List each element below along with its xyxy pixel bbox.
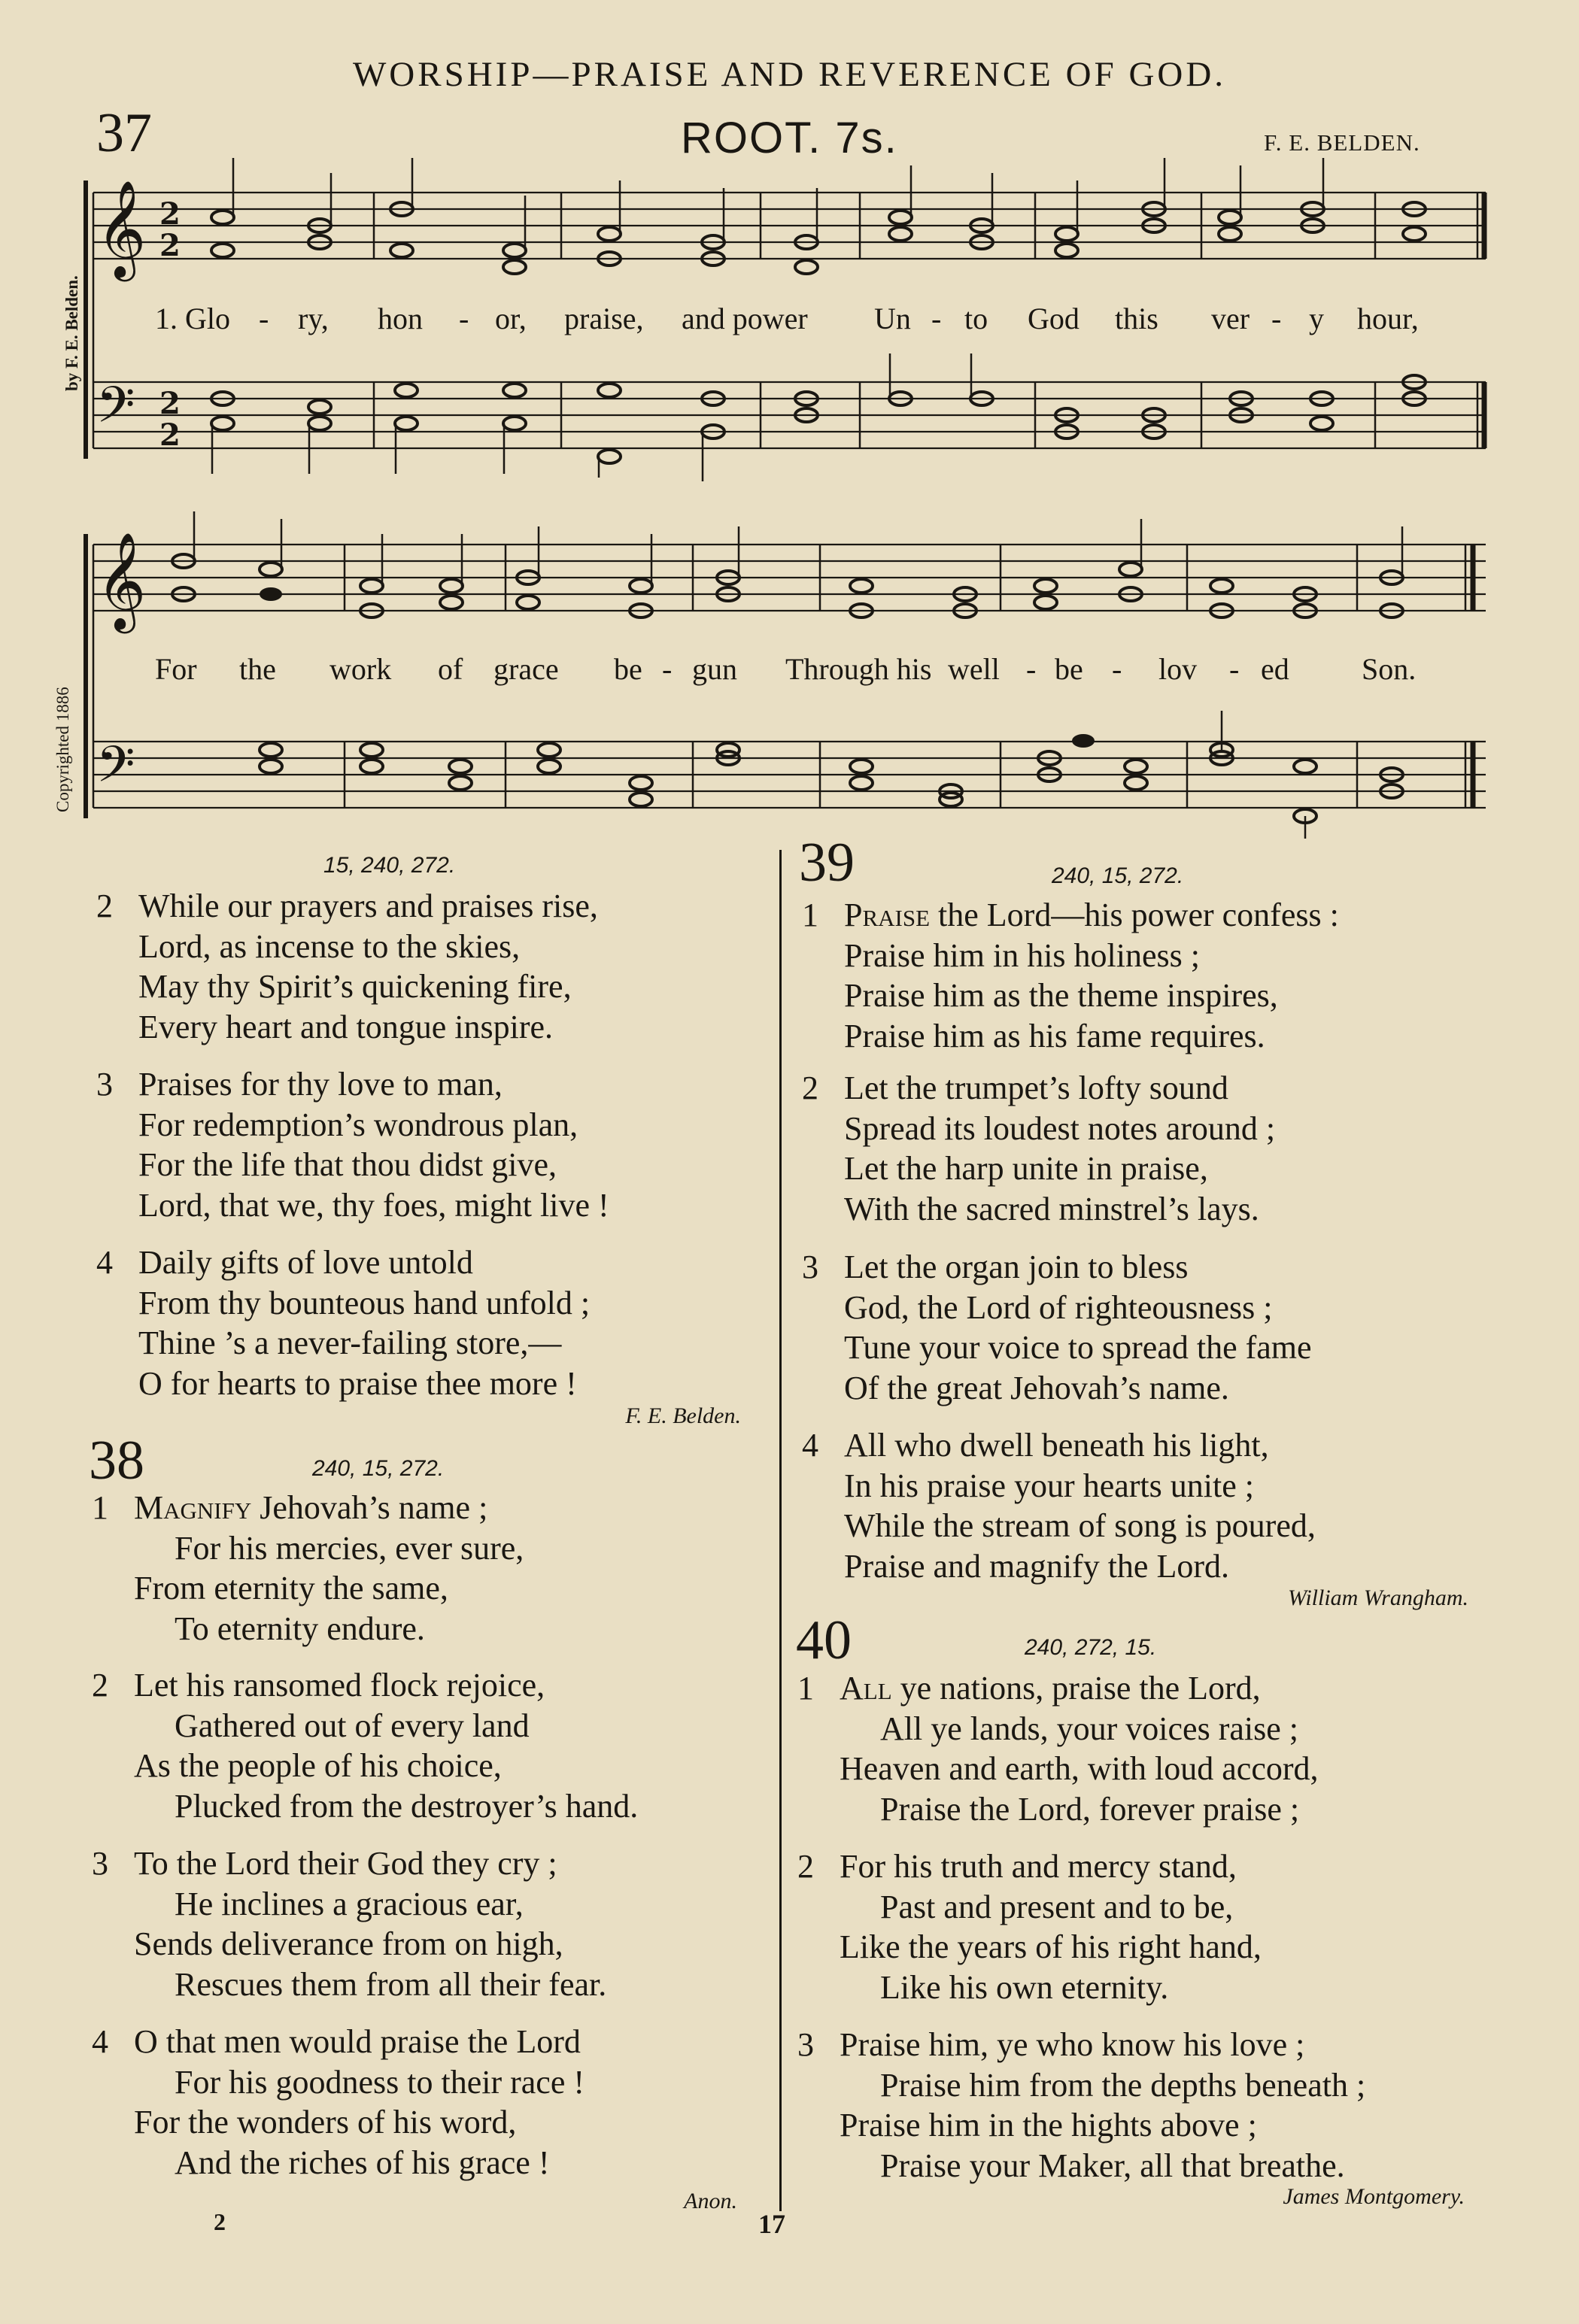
note-heads [172,202,1426,823]
hymn39-stanza-3: 3 Let the organ join to bless God, the Lord of righteousness ; Tune your voice to spread the fame Of the great Jehovah’s name. [802,1248,1312,1406]
bass-staff-1 [93,382,1486,448]
hymn39-tune-refs: 240, 15, 272. [1052,863,1184,888]
hymn38-stanza-2: 2 Let his ransomed flock rejoice, Gathered out of every land As the people of his choice, Plucked from the destroyer’s hand. [92,1667,639,1825]
hymn40-attribution: James Montgomery. [1283,2184,1465,2209]
side-credit: by F. E. Belden. [62,275,81,391]
hymn38-tune-refs: 240, 15, 272. [312,1456,445,1481]
hymn37-stanza-4: 4 Daily gifts of love untold From thy bounteous hand unfold ; Thine ’s a never-failing store,— O for hearts to praise thee more ! [96,1244,591,1402]
page-header: WORSHIP—PRAISE AND REVERENCE OF GOD. [352,55,1227,94]
hymn-number-40: 40 [796,1610,852,1671]
svg-text:𝄢: 𝄢 [96,736,135,806]
hymn39-stanza-2: 2 Let the trumpet’s lofty sound Spread its loudest notes around ; Let the harp unite in praise, With the sacred minstrel’s lays. [802,1069,1276,1227]
hymn37-attribution: F. E. Belden. [625,1403,741,1428]
treble-clef-icon: 𝄞 [96,180,147,278]
hymn40-stanza-1: 1 All ye nations, praise the Lord, All ye lands, your voices raise ; Heaven and earth, with loud accord, Praise the Lord, forever praise ; [797,1670,1319,1828]
hymn37-tune-refs: 15, 240, 272. [323,853,456,878]
svg-text:2: 2 [159,228,181,263]
svg-text:2: 2 [159,417,181,453]
svg-text:2: 2 [159,386,181,421]
hymn-number-37: 37 [96,102,152,164]
hymn40-stanza-3: 3 Praise him, ye who know his love ; Praise him from the depths beneath ; Praise him in the hights above ; Praise your Maker, all that breathe. [797,2026,1366,2184]
hymn38-attribution: Anon. [684,2189,737,2213]
page-number: 17 [758,2209,785,2239]
hymn39-stanza-1: 1 Praise the Lord—his power confess : Praise him in his holiness ; Praise him as the theme inspires, Praise him as his fame requires. [802,897,1339,1054]
signature-mark: 2 [214,2208,226,2235]
column-divider [779,850,782,2211]
hymn39-attribution: William Wrangham. [1287,1585,1468,1610]
hymn39-stanza-4: 4 All who dwell beneath his light, In his praise your hearts unite ; While the stream of song is poured, Praise and magnify the Lord. [802,1427,1316,1585]
treble-staff-2 [93,545,1486,611]
copyright-note: Copyrighted 1886 [53,687,72,812]
hymn38-stanza-3: 3 To the Lord their God they cry ; He inclines a gracious ear, Sends deliverance from on high, Rescues them from all their fear. [92,1845,607,2003]
svg-text:2: 2 [159,196,181,232]
hymn40-tune-refs: 240, 272, 15. [1025,1635,1157,1660]
bass-clef-icon: 𝄢 [96,376,135,446]
hymn40-stanza-2: 2 For his truth and mercy stand, Past and present and to be, Like the years of his right hand, Like his own eternity. [797,1848,1262,2006]
composer-credit: F. E. BELDEN. [1264,129,1420,156]
bass-staff-2 [93,742,1486,808]
hymn38-stanza-1: 1 Magnify Jehovah’s name ; For his mercies, ever sure, From eternity the same, To eternity endure. [92,1489,524,1647]
hymn37-stanza-2: 2 While our prayers and praises rise, Lord, as incense to the skies, May thy Spirit’s quickening fire, Every heart and tongue inspire. [96,887,598,1045]
tune-title: ROOT. 7s. [681,114,898,162]
hymn-number-39: 39 [799,832,855,893]
hymn-number-38: 38 [89,1430,144,1491]
svg-text:𝄞: 𝄞 [96,532,147,630]
treble-staff-1 [93,193,1486,259]
hymn38-stanza-4: 4 O that men would praise the Lord For his goodness to their race ! For the wonders of his word, And the riches of his grace ! [92,2023,585,2181]
music-score [0,0,1579,872]
hymn37-stanza-3: 3 Praises for thy love to man, For redemption’s wondrous plan, For the life that thou didst give, Lord, that we, thy foes, might live ! [96,1066,609,1224]
